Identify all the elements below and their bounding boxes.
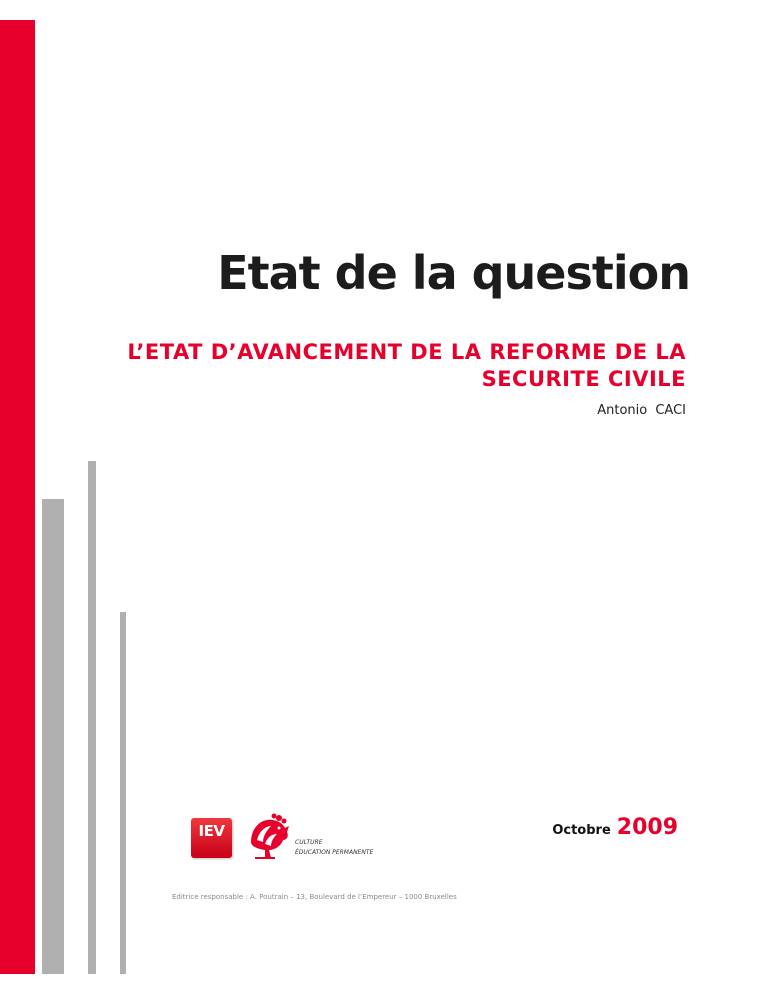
red-side-stripe <box>0 20 35 974</box>
culture-line-1: CULTURE <box>295 839 323 846</box>
publication-year: 2009 <box>616 815 678 840</box>
gray-stripe-thin <box>120 612 126 974</box>
document-subtitle: L’ETAT D’AVANCEMENT DE LA REFORME DE LA SECURITE CIVILE <box>127 340 686 391</box>
page-title: Etat de la question <box>217 246 690 300</box>
publication-date <box>450 815 678 840</box>
author-name: Antonio CACI <box>597 403 686 418</box>
gray-stripe-wide <box>42 499 64 974</box>
publication-month: Octobre <box>552 823 611 838</box>
culture-label <box>295 838 373 858</box>
gray-stripe-medium <box>88 461 96 974</box>
publisher-line: Editrice responsable : A. Poutrain – 13, Boulevard de l’Empereur – 1000 Bruxelles <box>172 893 457 901</box>
rooster-icon <box>245 812 291 862</box>
culture-line-2: ÉDUCATION PERMANENTE <box>295 849 374 856</box>
iev-logo: IEV <box>191 818 232 858</box>
